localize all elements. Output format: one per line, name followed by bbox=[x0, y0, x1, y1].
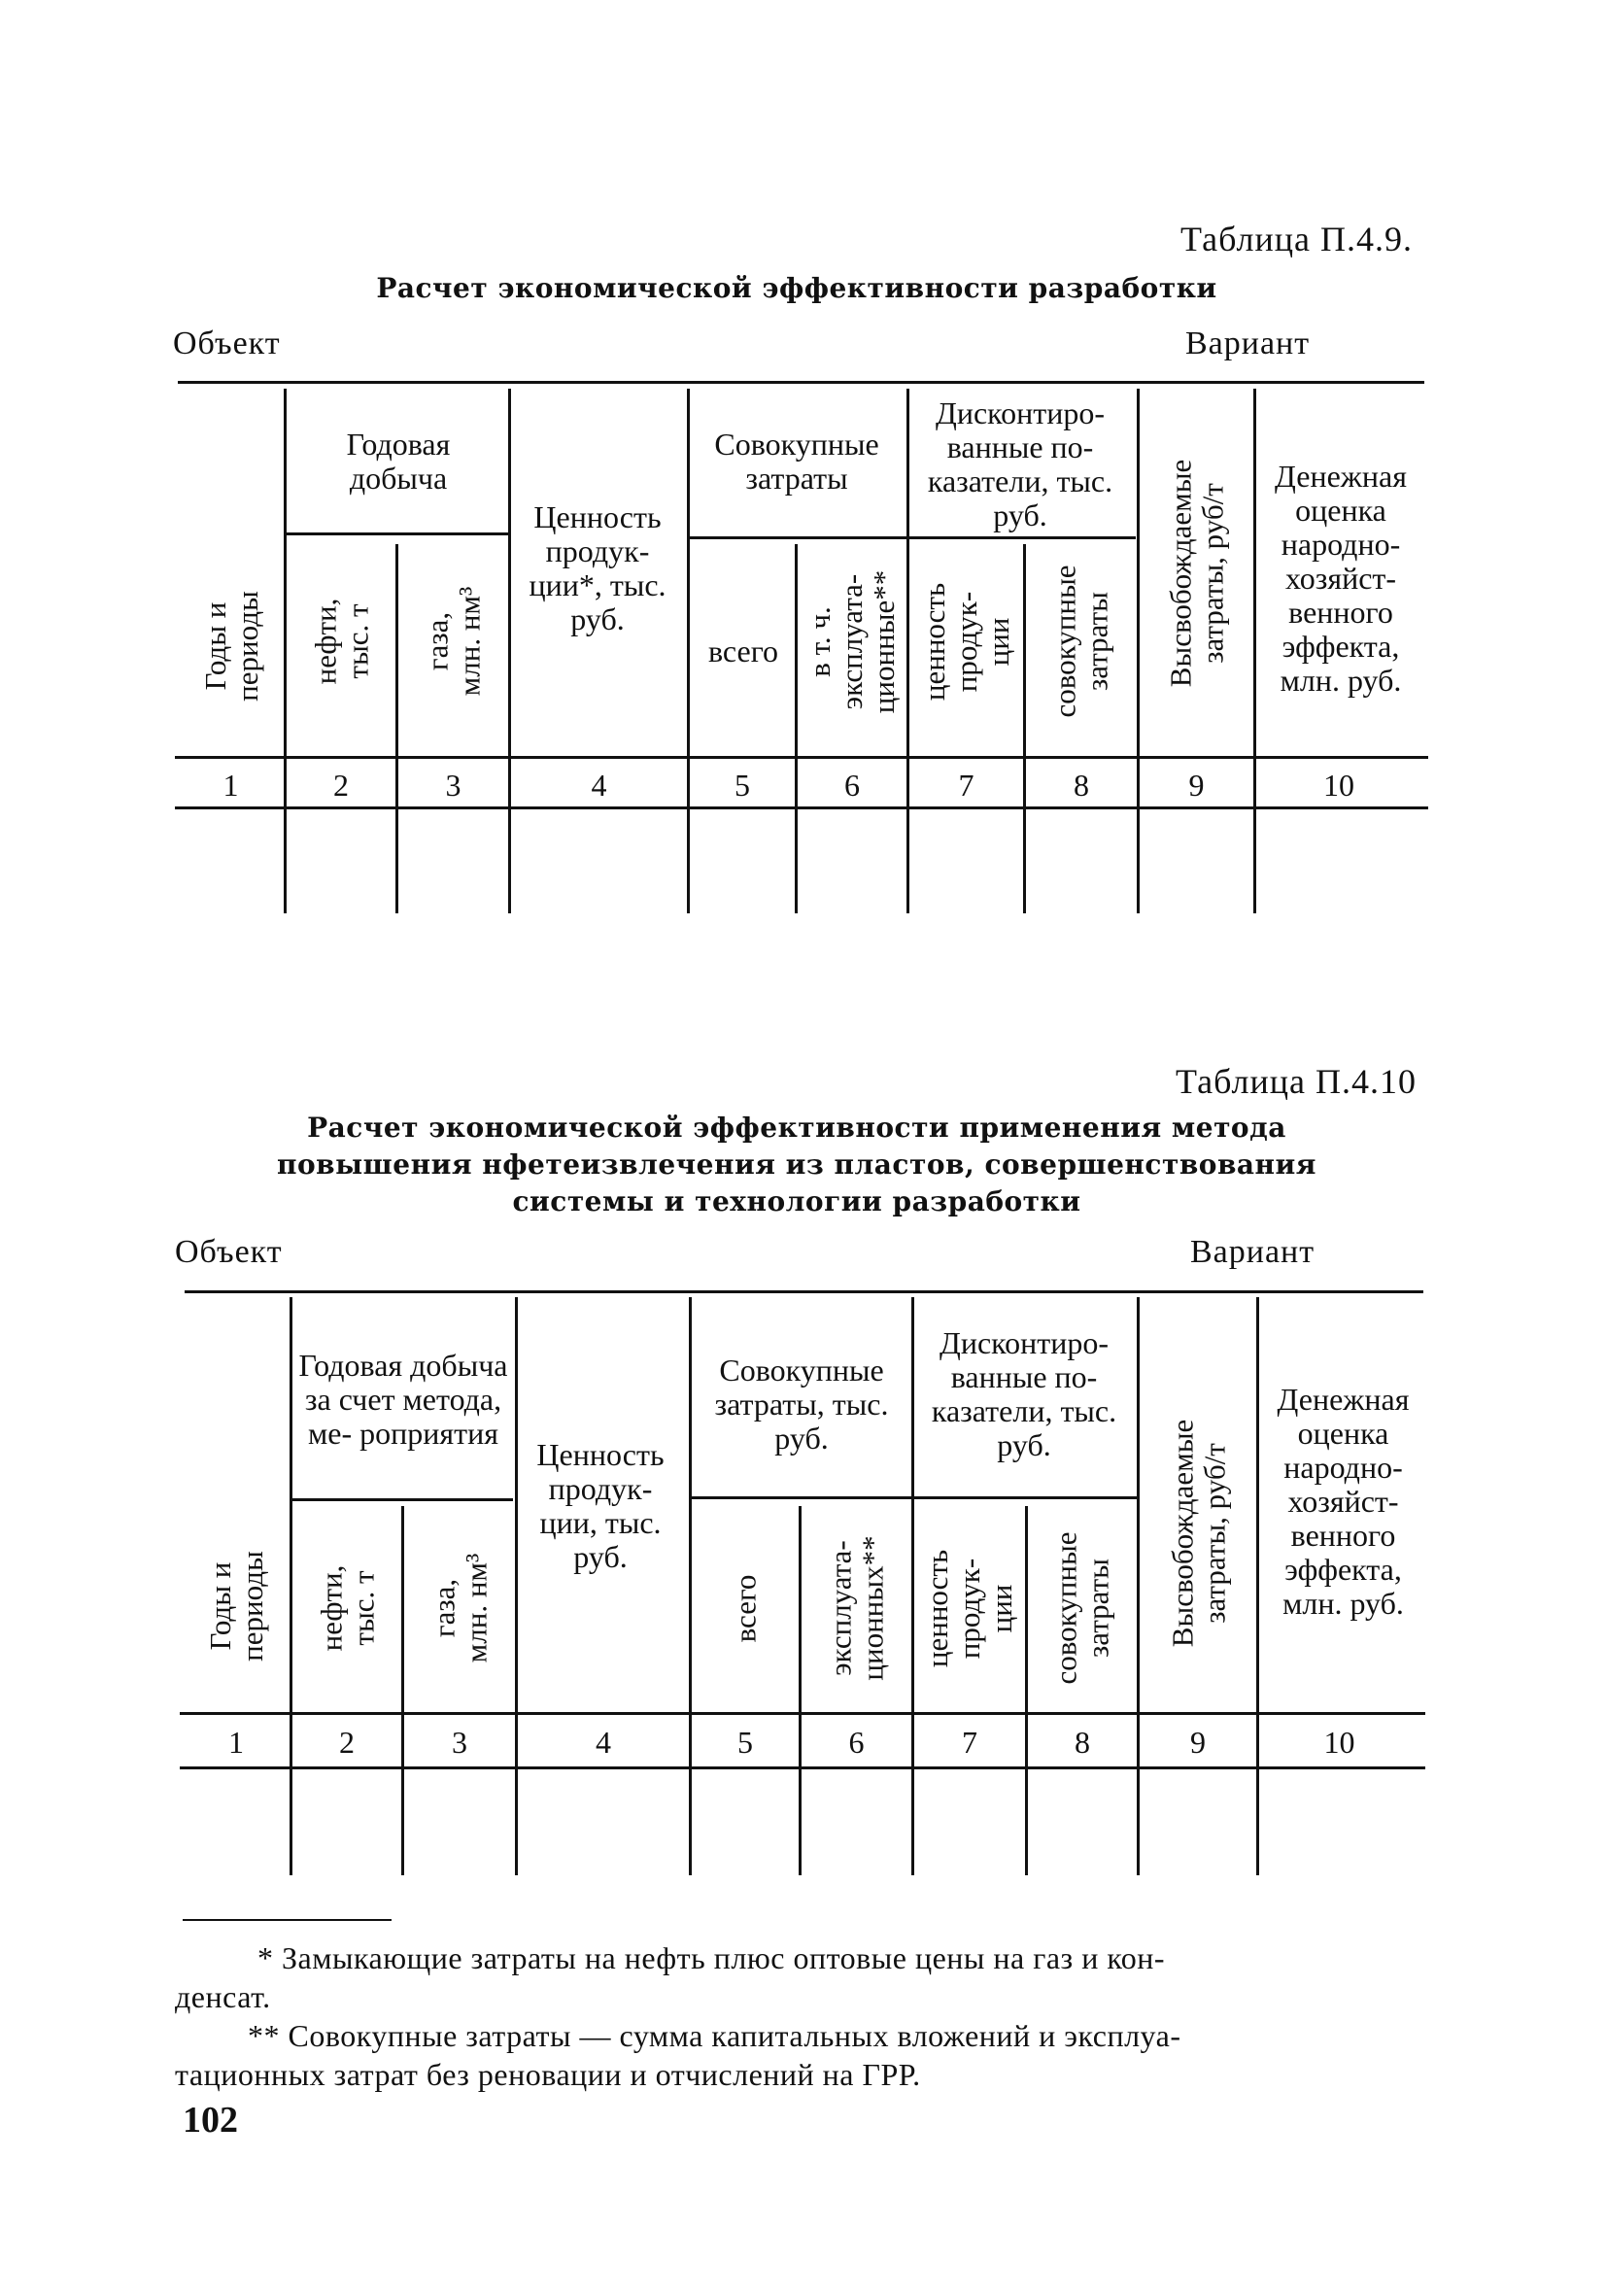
table2-col-number: 1 bbox=[228, 1725, 244, 1760]
table2-col-number: 4 bbox=[596, 1725, 611, 1760]
table1-col-number: 2 bbox=[333, 768, 349, 803]
table1-col-number: 5 bbox=[735, 768, 750, 803]
table1-header-costs: Совокупные затраты bbox=[714, 427, 879, 496]
table2-col-number: 7 bbox=[962, 1725, 977, 1760]
table1-col-number: 7 bbox=[958, 768, 974, 803]
table2-label: Таблица П.4.10 bbox=[1176, 1062, 1417, 1101]
table1-header-annual: Годовая добыча bbox=[346, 427, 451, 496]
table2-header-annual: Годовая добыча за счет метода, ме- роприятия bbox=[298, 1347, 508, 1451]
table2-header-prod-value: ценность продук- ции bbox=[920, 1549, 1019, 1667]
table2-header-years: Годы и периоды bbox=[203, 1550, 269, 1662]
table2-col-number: 8 bbox=[1075, 1725, 1090, 1760]
table1-col-number: 9 bbox=[1188, 768, 1205, 803]
table1-col-number: 4 bbox=[591, 768, 607, 803]
table2-header-total: всего bbox=[728, 1574, 763, 1642]
table2-header-costs: Совокупные затраты, тыс. руб. bbox=[714, 1352, 889, 1456]
table2-variant-label: Вариант bbox=[1190, 1234, 1316, 1270]
table1-header-gas: газа, млн. нм³ bbox=[420, 586, 487, 697]
table1-col-number: 10 bbox=[1323, 768, 1354, 803]
table1-header-agg-costs: совокупные затраты bbox=[1048, 565, 1115, 718]
table1-header-money: Денежная оценка народно- хозяйст- венного эффекта, млн. руб. bbox=[1275, 458, 1407, 698]
table1-header-prod-value: ценность продук- ции bbox=[917, 582, 1015, 701]
footnote-separator bbox=[183, 1919, 392, 1921]
table2-header-op: эксплуата- ционных** bbox=[823, 1535, 890, 1681]
table1-header-oil: нефти, тыс. т bbox=[307, 598, 374, 685]
table1-col-number: 1 bbox=[222, 768, 239, 803]
table2-object-label: Объект bbox=[175, 1234, 283, 1270]
table2-header-value: Ценность продук- ции, тыс. руб. bbox=[536, 1437, 665, 1574]
table1-header-total: всего bbox=[707, 633, 779, 668]
table1-header-value: Ценность продук- ции*, тыс. руб. bbox=[529, 499, 666, 636]
table1-col-number: 6 bbox=[844, 768, 860, 803]
page-number: 102 bbox=[183, 2100, 238, 2141]
table2-header-released: Высвобождаемые затраты, руб/т bbox=[1165, 1419, 1232, 1647]
table2-col-number: 6 bbox=[848, 1725, 865, 1760]
table1-label: Таблица П.4.9. bbox=[1180, 220, 1413, 258]
table1-header-released: Высвобождаемые затраты, руб/т bbox=[1163, 459, 1230, 688]
table1-header-years: Годы и периоды bbox=[197, 591, 264, 702]
table1-header-incl-op: в т. ч. эксплуата- ционные** bbox=[803, 569, 902, 713]
table2-col-number: 2 bbox=[339, 1725, 355, 1760]
footnote-1: * Замыкающие затраты на нефть плюс оптовые цены на газ и кон- денсат. bbox=[175, 1940, 1166, 2014]
table2-col-number: 10 bbox=[1323, 1725, 1355, 1760]
footnote-2: ** Совокупные затраты — сумма капитальных вложений и эксплуа- тационных затрат без реновации и отчислений на ГРР. bbox=[175, 2018, 1181, 2092]
table1-variant-label: Вариант bbox=[1185, 326, 1311, 361]
table2-header-money: Денежная оценка народно- хозяйст- венного эффекта, млн. руб. bbox=[1277, 1381, 1410, 1621]
table1-col-number: 3 bbox=[445, 768, 461, 803]
table1-header-disc: Дисконтиро- ванные по- казатели, тыс. руб. bbox=[927, 394, 1113, 532]
table2-title: Расчет экономической эффективности применения метода повышения нфетеизвлечения из пластов, совершенствования системы и технологии разработки bbox=[276, 1112, 1316, 1217]
table2-col-number: 3 bbox=[452, 1725, 467, 1760]
table1-col-number: 8 bbox=[1074, 768, 1089, 803]
table2-header-disc: Дисконтиро- ванные по- казатели, тыс. руб. bbox=[931, 1325, 1117, 1462]
table2-col-number: 9 bbox=[1190, 1725, 1206, 1760]
table2-header-agg-costs: совокупные затраты bbox=[1049, 1531, 1116, 1685]
table1-title: Расчет экономической эффективности разработки bbox=[376, 272, 1217, 304]
table2-col-number: 5 bbox=[737, 1725, 753, 1760]
table2-header-gas: газа, млн. нм³ bbox=[427, 1553, 493, 1663]
table2-header-oil: нефти, тыс. т bbox=[313, 1564, 380, 1652]
table1-object-label: Объект bbox=[173, 326, 281, 361]
